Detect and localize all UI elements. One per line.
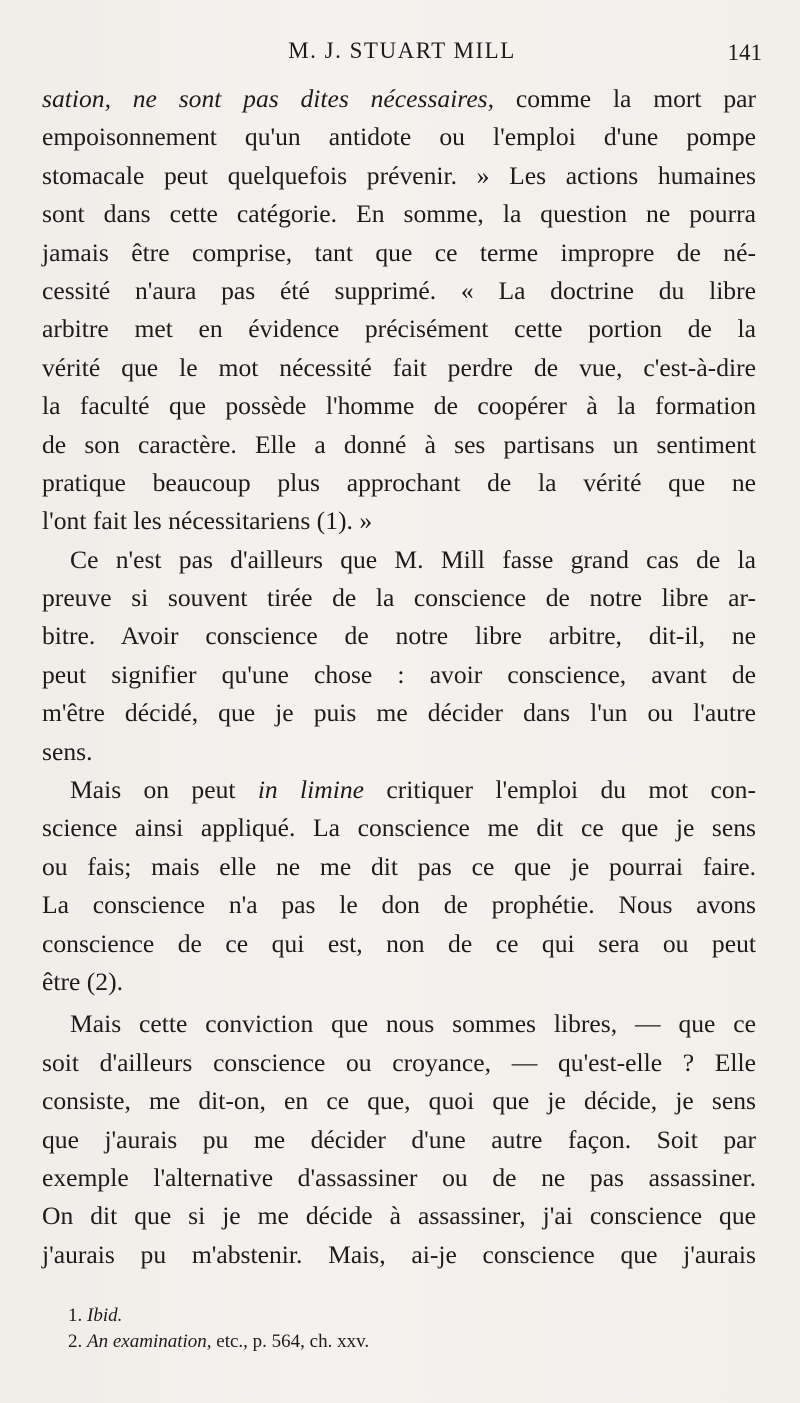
text-line: On dit que si je me décide à assassiner, j'ai conscience que [42, 1201, 756, 1231]
text-line: arbitre met en évidence précisément cette portion de la [42, 314, 756, 344]
text-line: consiste, me dit-on, en ce que, quoi que je décide, je sens [42, 1086, 756, 1116]
running-head [42, 38, 762, 74]
footnotes [68, 1303, 758, 1355]
text-line: sens. [42, 736, 93, 766]
text-line: vérité que le mot nécessité fait perdre de vue, c'est-à-dire [42, 352, 756, 382]
text-line: peut signifier qu'une chose : avoir conscience, avant de [42, 659, 756, 689]
text-line: science ainsi appliqué. La conscience me dit ce que je sens [42, 813, 756, 843]
footnote: 1. Ibid. [68, 1305, 123, 1326]
text-line: conscience de ce qui est, non de ce qui sera ou peut [42, 928, 756, 958]
text-line: Mais on peut in limine critiquer l'emploi du mot con- [70, 775, 756, 805]
text-line: pratique beaucoup plus approchant de la vérité que ne [42, 467, 756, 497]
text-line: Mais cette conviction que nous sommes libres, — que ce [70, 1009, 756, 1039]
text-line: la faculté que possède l'homme de coopérer à la formation [42, 391, 756, 421]
footnote: 2. An examination, etc., p. 564, ch. xxv. [68, 1331, 370, 1352]
text-line: stomacale peut quelquefois prévenir. » Les actions humaines [42, 160, 756, 190]
page-number: 141 [727, 40, 762, 65]
text-line: ou fais; mais elle ne me dit pas ce que je pourrai faire. [42, 851, 756, 881]
text-line: cessité n'aura pas été supprimé. « La doctrine du libre [42, 275, 756, 305]
text-line: que j'aurais pu me décider d'une autre façon. Soit par [42, 1124, 756, 1154]
text-line: bitre. Avoir conscience de notre libre arbitre, dit-il, ne [42, 621, 756, 651]
text-line: Ce n'est pas d'ailleurs que M. Mill fasse grand cas de la [70, 544, 756, 574]
body-text [42, 80, 756, 1274]
text-line: soit d'ailleurs conscience ou croyance, — qu'est-elle ? Elle [42, 1047, 756, 1077]
text-line: m'être décidé, que je puis me décider dans l'un ou l'autre [42, 698, 756, 728]
text-line: La conscience n'a pas le don de prophétie. Nous avons [42, 890, 756, 920]
text-line: preuve si souvent tirée de la conscience de notre libre ar- [42, 583, 756, 613]
text-line: j'aurais pu m'abstenir. Mais, ai-je conscience que j'aurais [42, 1239, 756, 1269]
text-line: sation, ne sont pas dites nécessaires, comme la mort par [42, 84, 757, 113]
text-line: être (2). [42, 966, 123, 996]
text-line: sont dans cette catégorie. En somme, la question ne pourra [42, 199, 756, 229]
text-line: l'ont fait les nécessitariens (1). » [42, 506, 373, 536]
text-line: empoisonnement qu'un antidote ou l'emploi d'une pompe [42, 122, 756, 152]
text-line: de son caractère. Elle a donné à ses partisans un sentiment [42, 429, 756, 459]
running-title: M. J. STUART MILL [288, 38, 516, 63]
text-line: jamais être comprise, tant que ce terme impropre de né- [42, 237, 756, 267]
text-line: exemple l'alternative d'assassiner ou de ne pas assassiner. [42, 1162, 756, 1192]
